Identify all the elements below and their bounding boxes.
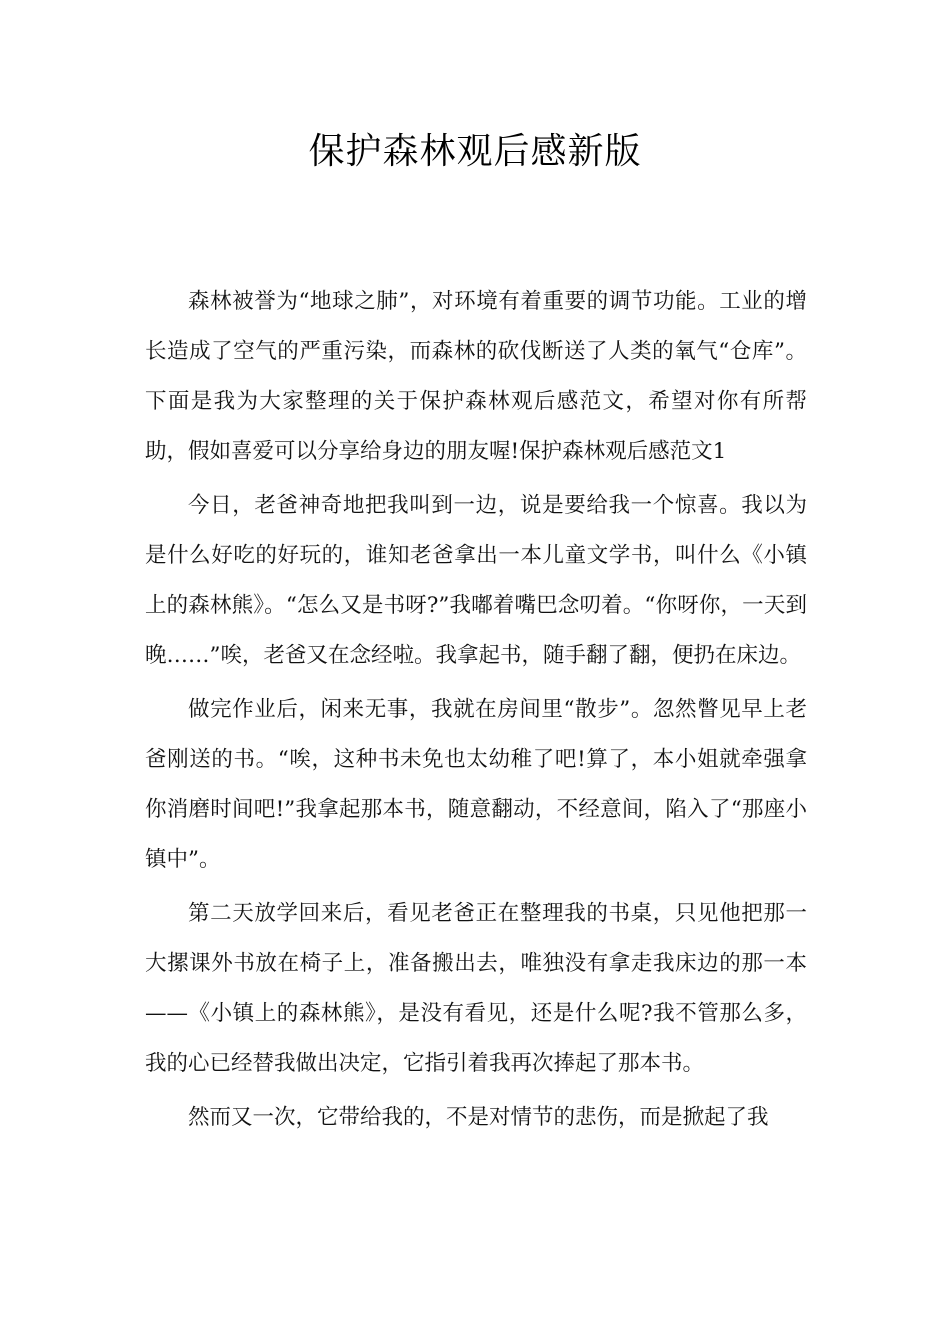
- paragraph-3: 做完作业后，闲来无事，我就在房间里“散步”。忽然瞥见早上老爸刚送的书。“唉，这种书未免也太幼稚了吧!算了，本小姐就牵强拿你消磨时间吧!”我拿起那本书，随意翻动，不经意间，陷入了“那座小镇中”。: [145, 697, 807, 872]
- paragraph-2: 今日，老爸神奇地把我叫到一边，说是要给我一个惊喜。我以为是什么好吃的好玩的，谁知老爸拿出一本儿童文学书，叫什么《小镇上的森林熊》。“怎么又是书呀?”我嘟着嘴巴念叨着。“你呀你，一天到晚……”唉，老爸又在念经啦。我拿起书，随手翻了翻，便扔在床边。: [145, 493, 807, 668]
- paragraph-5: 然而又一次，它带给我的，不是对情节的悲伤，而是掀起了我: [188, 1105, 769, 1130]
- document-body: [145, 277, 807, 1147]
- paragraph-4: 第二天放学回来后，看见老爸正在整理我的书桌，只见他把那一大摞课外书放在椅子上，准备搬出去，唯独没有拿走我床边的那一本——《小镇上的森林熊》，是没有看见，还是什么呢?我不管那么多，我的心已经替我做出决定，它指引着我再次捧起了那本书。: [145, 901, 807, 1076]
- document-title: 保护森林观后感新版: [308, 131, 642, 172]
- paragraph-intro: 森林被誉为“地球之肺”，对环境有着重要的调节功能。工业的增长造成了空气的严重污染，而森林的砍伐断送了人类的氧气“仓库”。下面是我为大家整理的关于保护森林观后感范文，希望对你有所帮助，假如喜爱可以分享给身边的朋友喔!保护森林观后感范文1: [145, 289, 807, 464]
